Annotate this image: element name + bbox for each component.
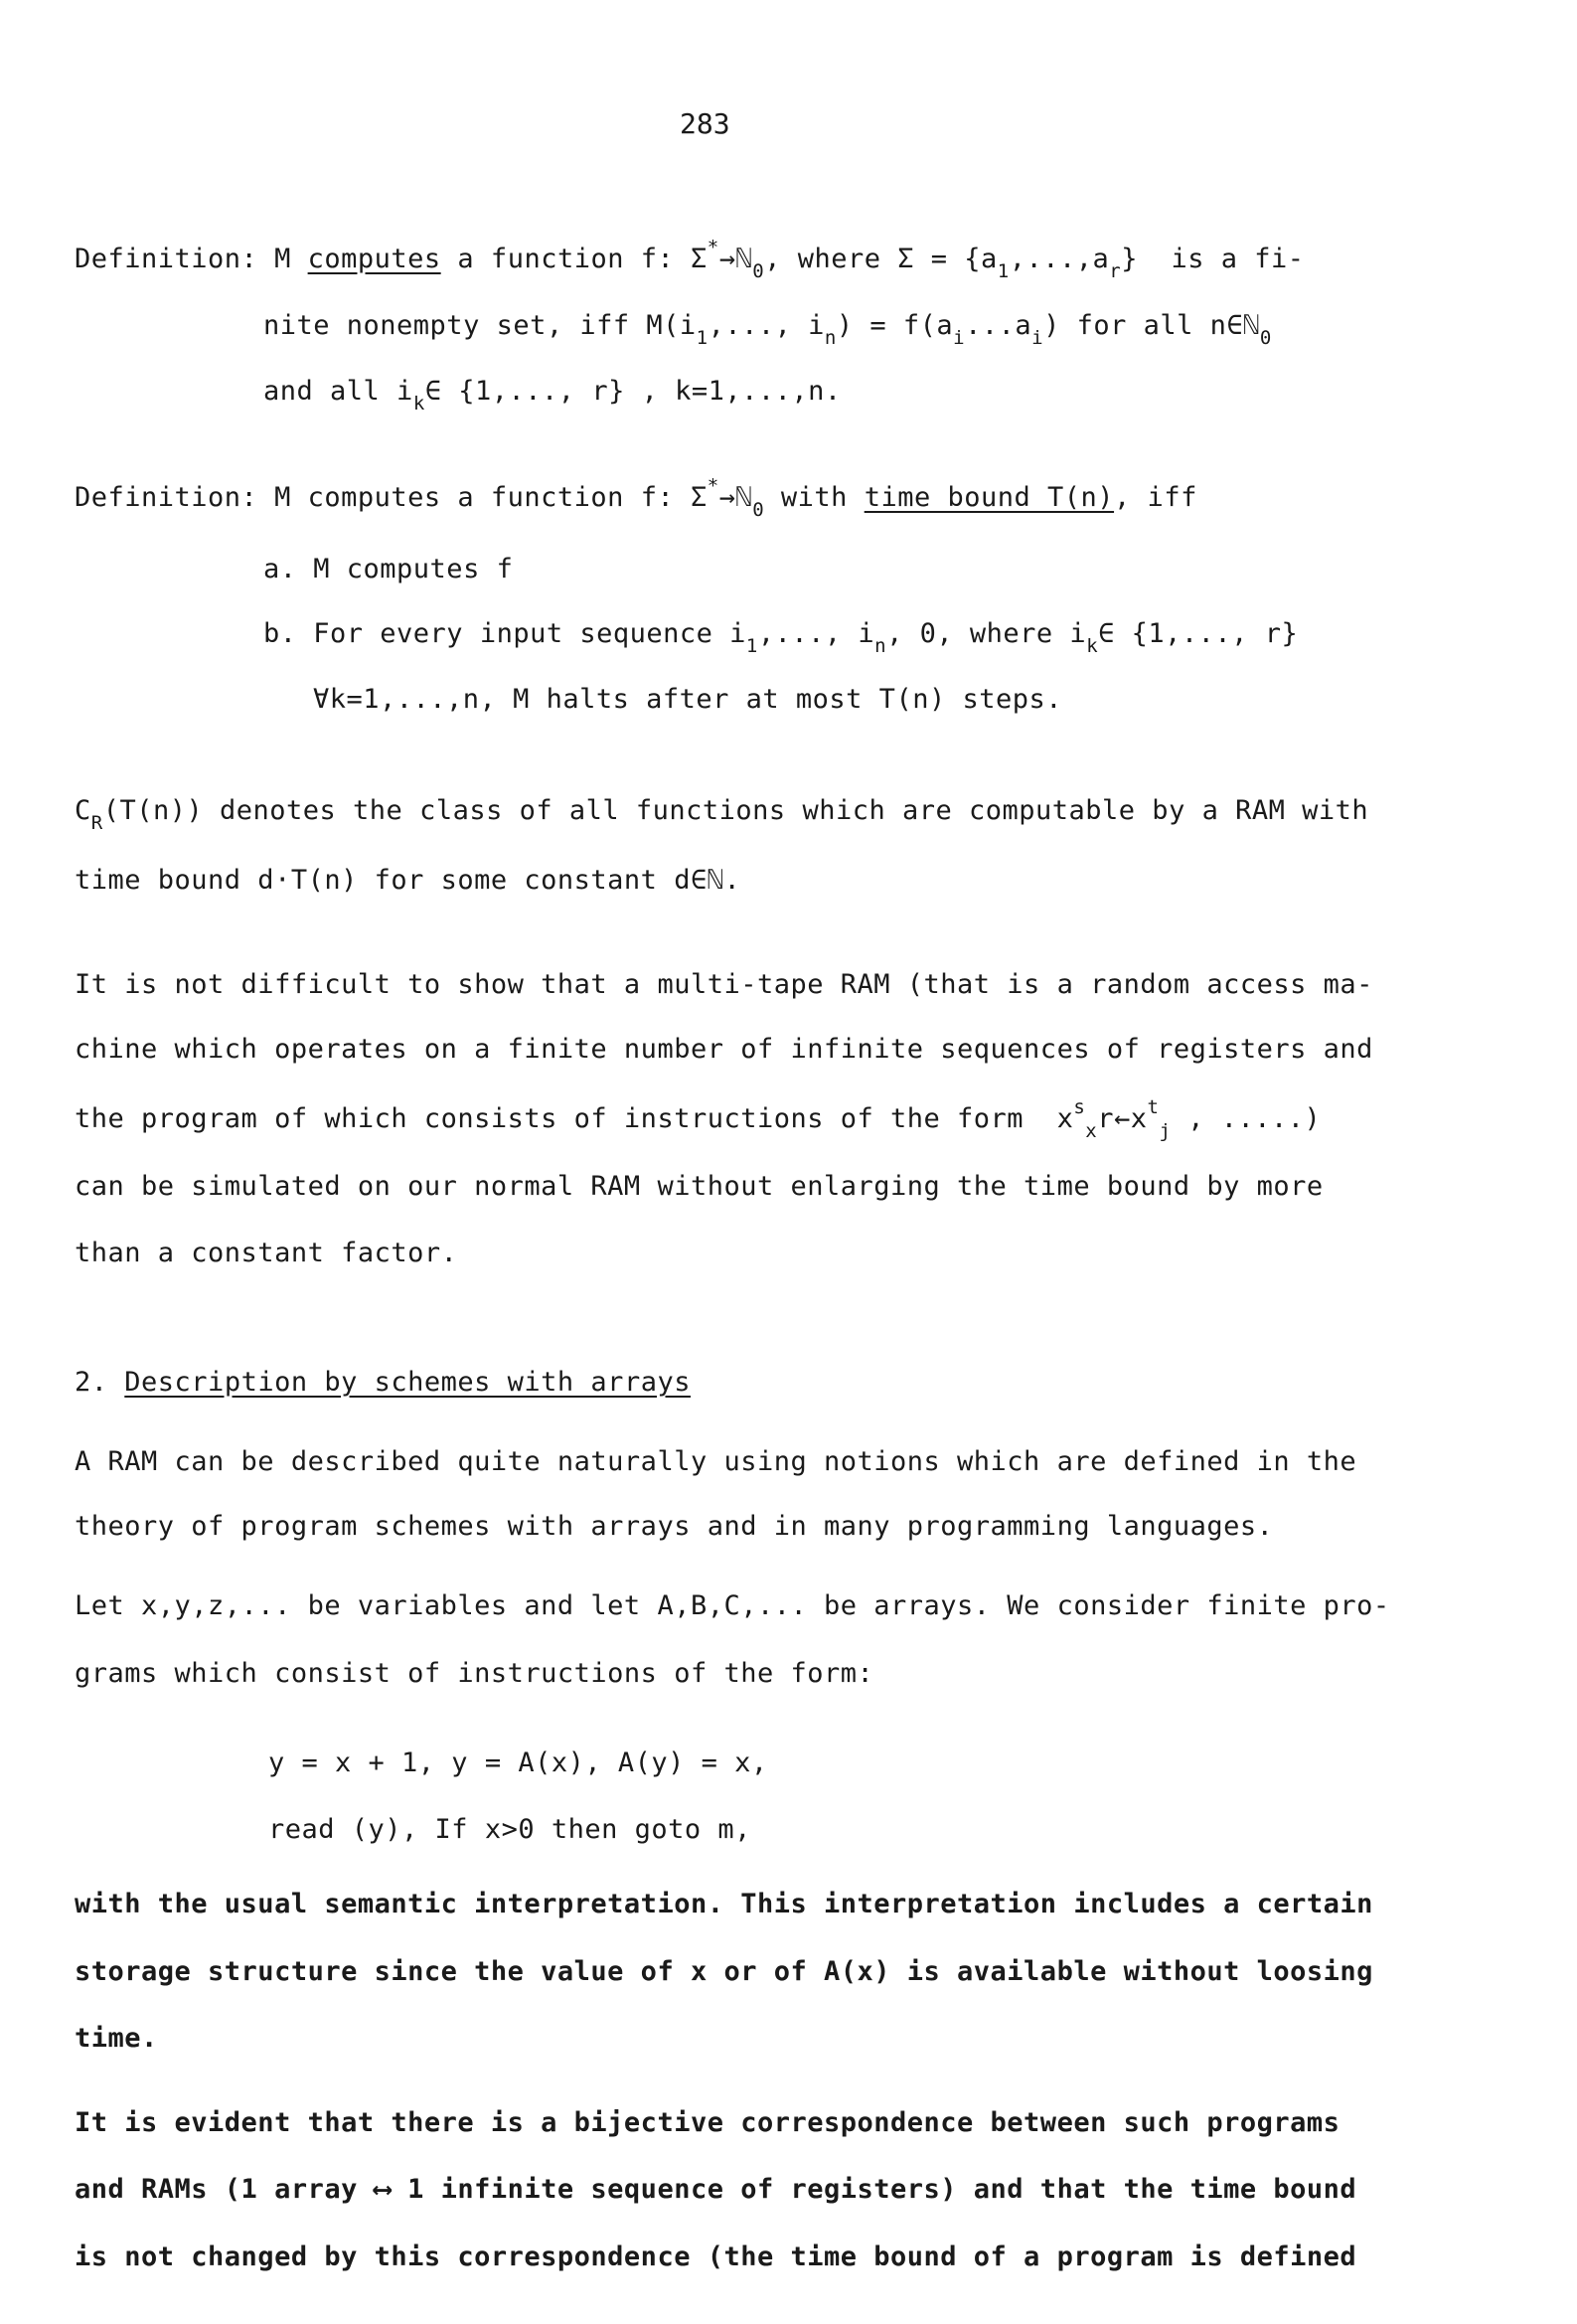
text: ∈ {1,..., r} <box>1098 618 1299 649</box>
subscript: n <box>874 635 887 657</box>
text: with <box>780 482 848 513</box>
paragraph-multitape-line-4: can be simulated on our normal RAM without enlarging the time bound by more <box>75 1171 1324 1202</box>
subscript: n <box>824 327 837 349</box>
paragraph-evident-line-1: It is evident that there is a bijective correspondence between such programs <box>75 2107 1340 2138</box>
paragraph-evident-line-2: and RAMs (1 array ⟷ 1 infinite sequence of registers) and that the time bound <box>75 2174 1357 2205</box>
text: ,..., i <box>708 310 825 341</box>
text: M computes a function f: Σ <box>274 482 708 513</box>
paragraph-semantic-line-2: storage structure since the value of x or of A(x) is available without loosing <box>75 1956 1373 1987</box>
subscript: r <box>1109 260 1122 282</box>
text: ∈ {1,..., r} , k=1,...,n. <box>424 376 842 407</box>
text: ) = f(a <box>836 310 954 341</box>
text: →ℕ <box>718 244 753 274</box>
page-number: 283 <box>680 107 730 140</box>
text: a function f: Σ <box>457 244 708 274</box>
defined-term-computes: computes <box>307 244 441 274</box>
subscript: 1 <box>745 635 758 657</box>
superscript: t <box>1147 1096 1160 1118</box>
paragraph-semantic-line-3: time. <box>75 2023 158 2054</box>
section-heading <box>75 1367 691 1398</box>
paragraph-let-line-2: grams which consist of instructions of the form: <box>75 1658 874 1689</box>
definition-2-line-1 <box>75 475 1197 521</box>
text: ,...,a <box>1009 244 1110 274</box>
subscript: i <box>1031 327 1044 349</box>
text: C <box>75 795 91 826</box>
paragraph-multitape-line-3 <box>75 1096 1322 1142</box>
text: } is a fi- <box>1121 244 1305 274</box>
text: the program of which consists of instructions of the form <box>75 1103 1025 1134</box>
paragraph-evident-line-3: is not changed by this correspondence (the time bound of a program is defined <box>75 2241 1357 2272</box>
instruction-forms-line-2: read (y), If x>0 then goto m, <box>268 1814 751 1845</box>
superscript: s <box>1073 1096 1086 1118</box>
subscript: 0 <box>752 499 765 521</box>
section-title: Description by schemes with arrays <box>124 1367 691 1398</box>
text: x <box>1056 1103 1074 1134</box>
paragraph-ram-line-1: A RAM can be described quite naturally using notions which are defined in the <box>75 1446 1357 1477</box>
superscript: * <box>707 237 719 258</box>
subscript: 1 <box>997 260 1010 282</box>
instruction-forms-line-1: y = x + 1, y = A(x), A(y) = x, <box>268 1747 768 1778</box>
paragraph-semantic-line-1: with the usual semantic interpretation. This interpretation includes a certain <box>75 1889 1373 1919</box>
text: (T(n)) denotes the class of all functions which are computable by a RAM with <box>102 795 1369 826</box>
definition-2-item-b-cont: ∀k=1,...,n, M halts after at most T(n) steps. <box>313 684 1062 715</box>
paragraph-multitape-line-2: chine which operates on a finite number of infinite sequences of registers and <box>75 1034 1373 1065</box>
text: M <box>274 244 291 274</box>
paragraph-cr-line-2: time bound d·T(n) for some constant d∈ℕ. <box>75 865 741 896</box>
definition-2-item-b <box>263 618 1299 657</box>
text: ) for all n∈ℕ <box>1043 310 1260 341</box>
paragraph-cr-line-1 <box>75 795 1369 834</box>
subscript: j <box>1159 1120 1172 1142</box>
superscript: * <box>707 475 719 497</box>
subscript: R <box>90 812 103 834</box>
text: , .....) <box>1171 1103 1322 1134</box>
paragraph-let-line-1: Let x,y,z,... be variables and let A,B,C,... be arrays. We consider finite pro- <box>75 1590 1390 1621</box>
subscript: k <box>1086 635 1099 657</box>
text: , iff <box>1114 482 1197 513</box>
text: ,..., i <box>757 618 875 649</box>
subscript: 1 <box>696 327 709 349</box>
definition-2-item-a: a. M computes f <box>263 554 514 584</box>
paragraph-multitape-line-1: It is not difficult to show that a multi-tape RAM (that is a random access ma- <box>75 969 1373 1000</box>
text: nite nonempty set, iff M(i <box>263 310 697 341</box>
text: , where Σ = {a <box>764 244 998 274</box>
text: →ℕ <box>718 482 753 513</box>
text: b. For every input sequence i <box>263 618 746 649</box>
text: r←x <box>1097 1103 1148 1134</box>
definition-1-line-3 <box>263 376 842 415</box>
definition-1-line-1 <box>75 237 1305 282</box>
text: ...a <box>965 310 1032 341</box>
subscript: x <box>1085 1120 1098 1142</box>
subscript: 0 <box>1259 327 1272 349</box>
subscript: k <box>412 393 425 415</box>
definition-label: Definition: <box>75 482 258 513</box>
defined-term-time-bound: time bound T(n) <box>864 482 1115 513</box>
paragraph-ram-line-2: theory of program schemes with arrays and in many programming languages. <box>75 1511 1274 1542</box>
subscript: i <box>953 327 966 349</box>
text: and all i <box>263 376 413 407</box>
section-number: 2. <box>75 1367 108 1398</box>
definition-1-line-2 <box>263 310 1272 349</box>
definition-label: Definition: <box>75 244 258 274</box>
paragraph-multitape-line-5: than a constant factor. <box>75 1238 458 1268</box>
subscript: 0 <box>752 260 765 282</box>
text: , 0, where i <box>886 618 1087 649</box>
